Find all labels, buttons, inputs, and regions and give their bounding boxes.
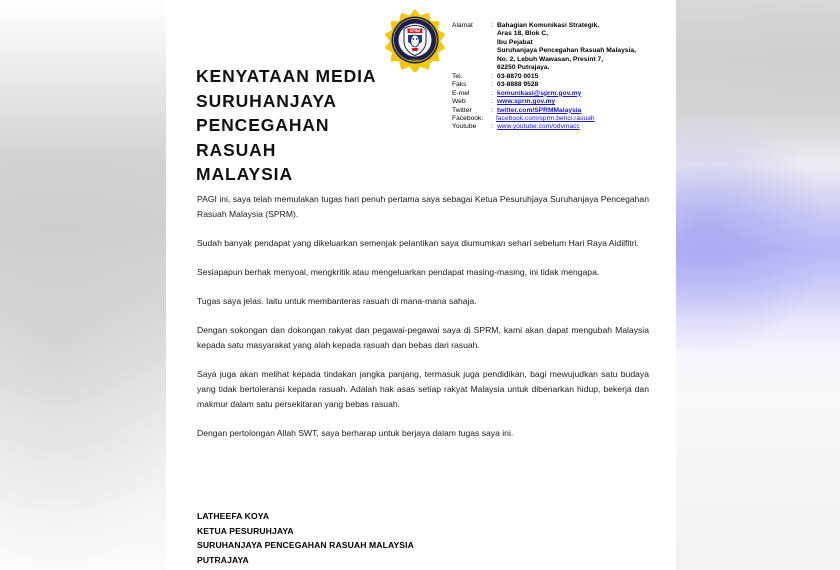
signature-block [197,509,597,567]
press-release-document [166,0,676,570]
contact-row-youtube [452,123,676,131]
svg-text:SPRM: SPRM [409,29,421,34]
title-line-4: MALAYSIA [196,164,293,184]
signer-location: PUTRAJAYA [197,554,249,565]
tel-label: Tel. [452,72,463,80]
address-line-4: Suruhanjaya Pencegahan Rasuah Malaysia, [497,47,637,55]
title-line-2: SURUHANJAYA [196,90,337,111]
signer-title: KETUA PESURUHJAYA [197,525,294,536]
address-line-1: Bahagian Komunikasi Strategik, [497,22,600,29]
twitter-colon: : [491,106,493,114]
address-line-5: No. 2, Lebuh Wawasan, Presint 7, [497,55,604,63]
address-label: Alamat [452,22,473,29]
contact-row-fax [452,81,676,89]
address-line-2: Aras 18, Blok C, [497,30,549,38]
paragraph-5: Dengan sokongan dan dokongan rakyat dan pegawai-pegawai saya di SPRM, kami akan dapat mengubah Malaysia kepada satu masyarakat yang alah kepada rasuah dan bebas dari rasuah. [197,325,649,350]
youtube-link[interactable]: www.youtube.com/odvmacc [497,123,580,131]
youtube-label: Youtube [452,123,477,131]
signer-name: LATHEEFA KOYA [197,511,270,521]
contact-details [452,22,676,132]
facebook-label: Facebook: [452,114,484,122]
fax-colon: : [491,81,493,89]
email-label: E-mel [452,89,470,97]
email-colon: : [491,89,493,97]
address-colon: : [491,22,493,29]
facebook-link[interactable]: facebook.com/sprm.benci.rasuah [496,114,595,122]
right-backdrop-gradient [676,0,840,570]
signer-organisation: SURUHANJAYA PENCEGAHAN RASUAH MALAYSIA [197,540,414,551]
web-link[interactable]: www.sprm.gov.my [497,98,556,106]
youtube-colon: : [491,123,493,131]
twitter-link[interactable]: twitter.com/SPRMMalaysia [497,106,582,114]
paragraph-3: Sesiapapun berhak menyoal, mengkritik atau mengeluarkan pendapat masing-masing, ini tidak mengapa. [197,266,600,277]
fax-label: Faks [452,81,467,89]
press-release-body [197,192,649,441]
twitter-label: Twitter [452,106,472,114]
web-colon: : [491,98,493,106]
title-line-3: PENCEGAHAN RASUAH [196,115,330,160]
paragraph-1: PAGI ini, saya telah memulakan tugas hari penuh pertama saya sebagai Ketua Pesuruhjaya Suruhanjaya Pencegahan Rasuah Malaysia (SPRM). [197,194,649,219]
tel-colon: : [491,72,493,80]
paragraph-6: Saya juga akan melihat kepada tindakan jangka panjang, termasuk juga pendidikan, bagi mewujudkan satu budaya yang tidak bertoleransi kepada rasuah. Adalah hak asas setiap rakyat Malaysia untuk dibenarkan hidup, bekerja dan makmur dalam satu persekitaran yang bebas rasuah. [197,369,649,409]
svg-text:BERANI: BERANI [409,59,421,63]
title-line-1: KENYATAAN MEDIA [196,66,377,86]
letterhead [166,0,676,184]
contact-row-web [452,98,676,106]
address-line-3: Ibu Pejabat [497,38,533,46]
page-title [196,64,386,187]
tel-value: 03-8870 0015 [497,72,539,80]
contact-row-email [452,90,676,98]
paragraph-7: Dengan pertolongan Allah SWT, saya berharap untuk berjaya dalam tugas saya ini. [197,427,514,438]
contact-row-twitter [452,107,676,115]
fax-value: 03-8888 9528 [497,81,539,89]
web-label: Web [452,98,466,106]
contact-row-tel [452,73,676,81]
contact-row-facebook [452,115,676,123]
paragraph-4: Tugas saya jelas. Iaitu untuk membanteras rasuah di mana-mana sahaja. [197,296,477,307]
paragraph-2: Sudah banyak pendapat yang dikeluarkan semenjak pelantikan saya diumumkan sehari sebelum Hari Raya Aidilfitri. [197,237,639,248]
sprm-emblem-icon [383,8,447,72]
left-backdrop-gradient [0,0,166,570]
address-line-6: 62250 Putrajaya. [497,64,550,72]
contact-row-address [452,22,676,30]
email-link[interactable]: komunikasi@sprm.gov.my [497,89,582,97]
